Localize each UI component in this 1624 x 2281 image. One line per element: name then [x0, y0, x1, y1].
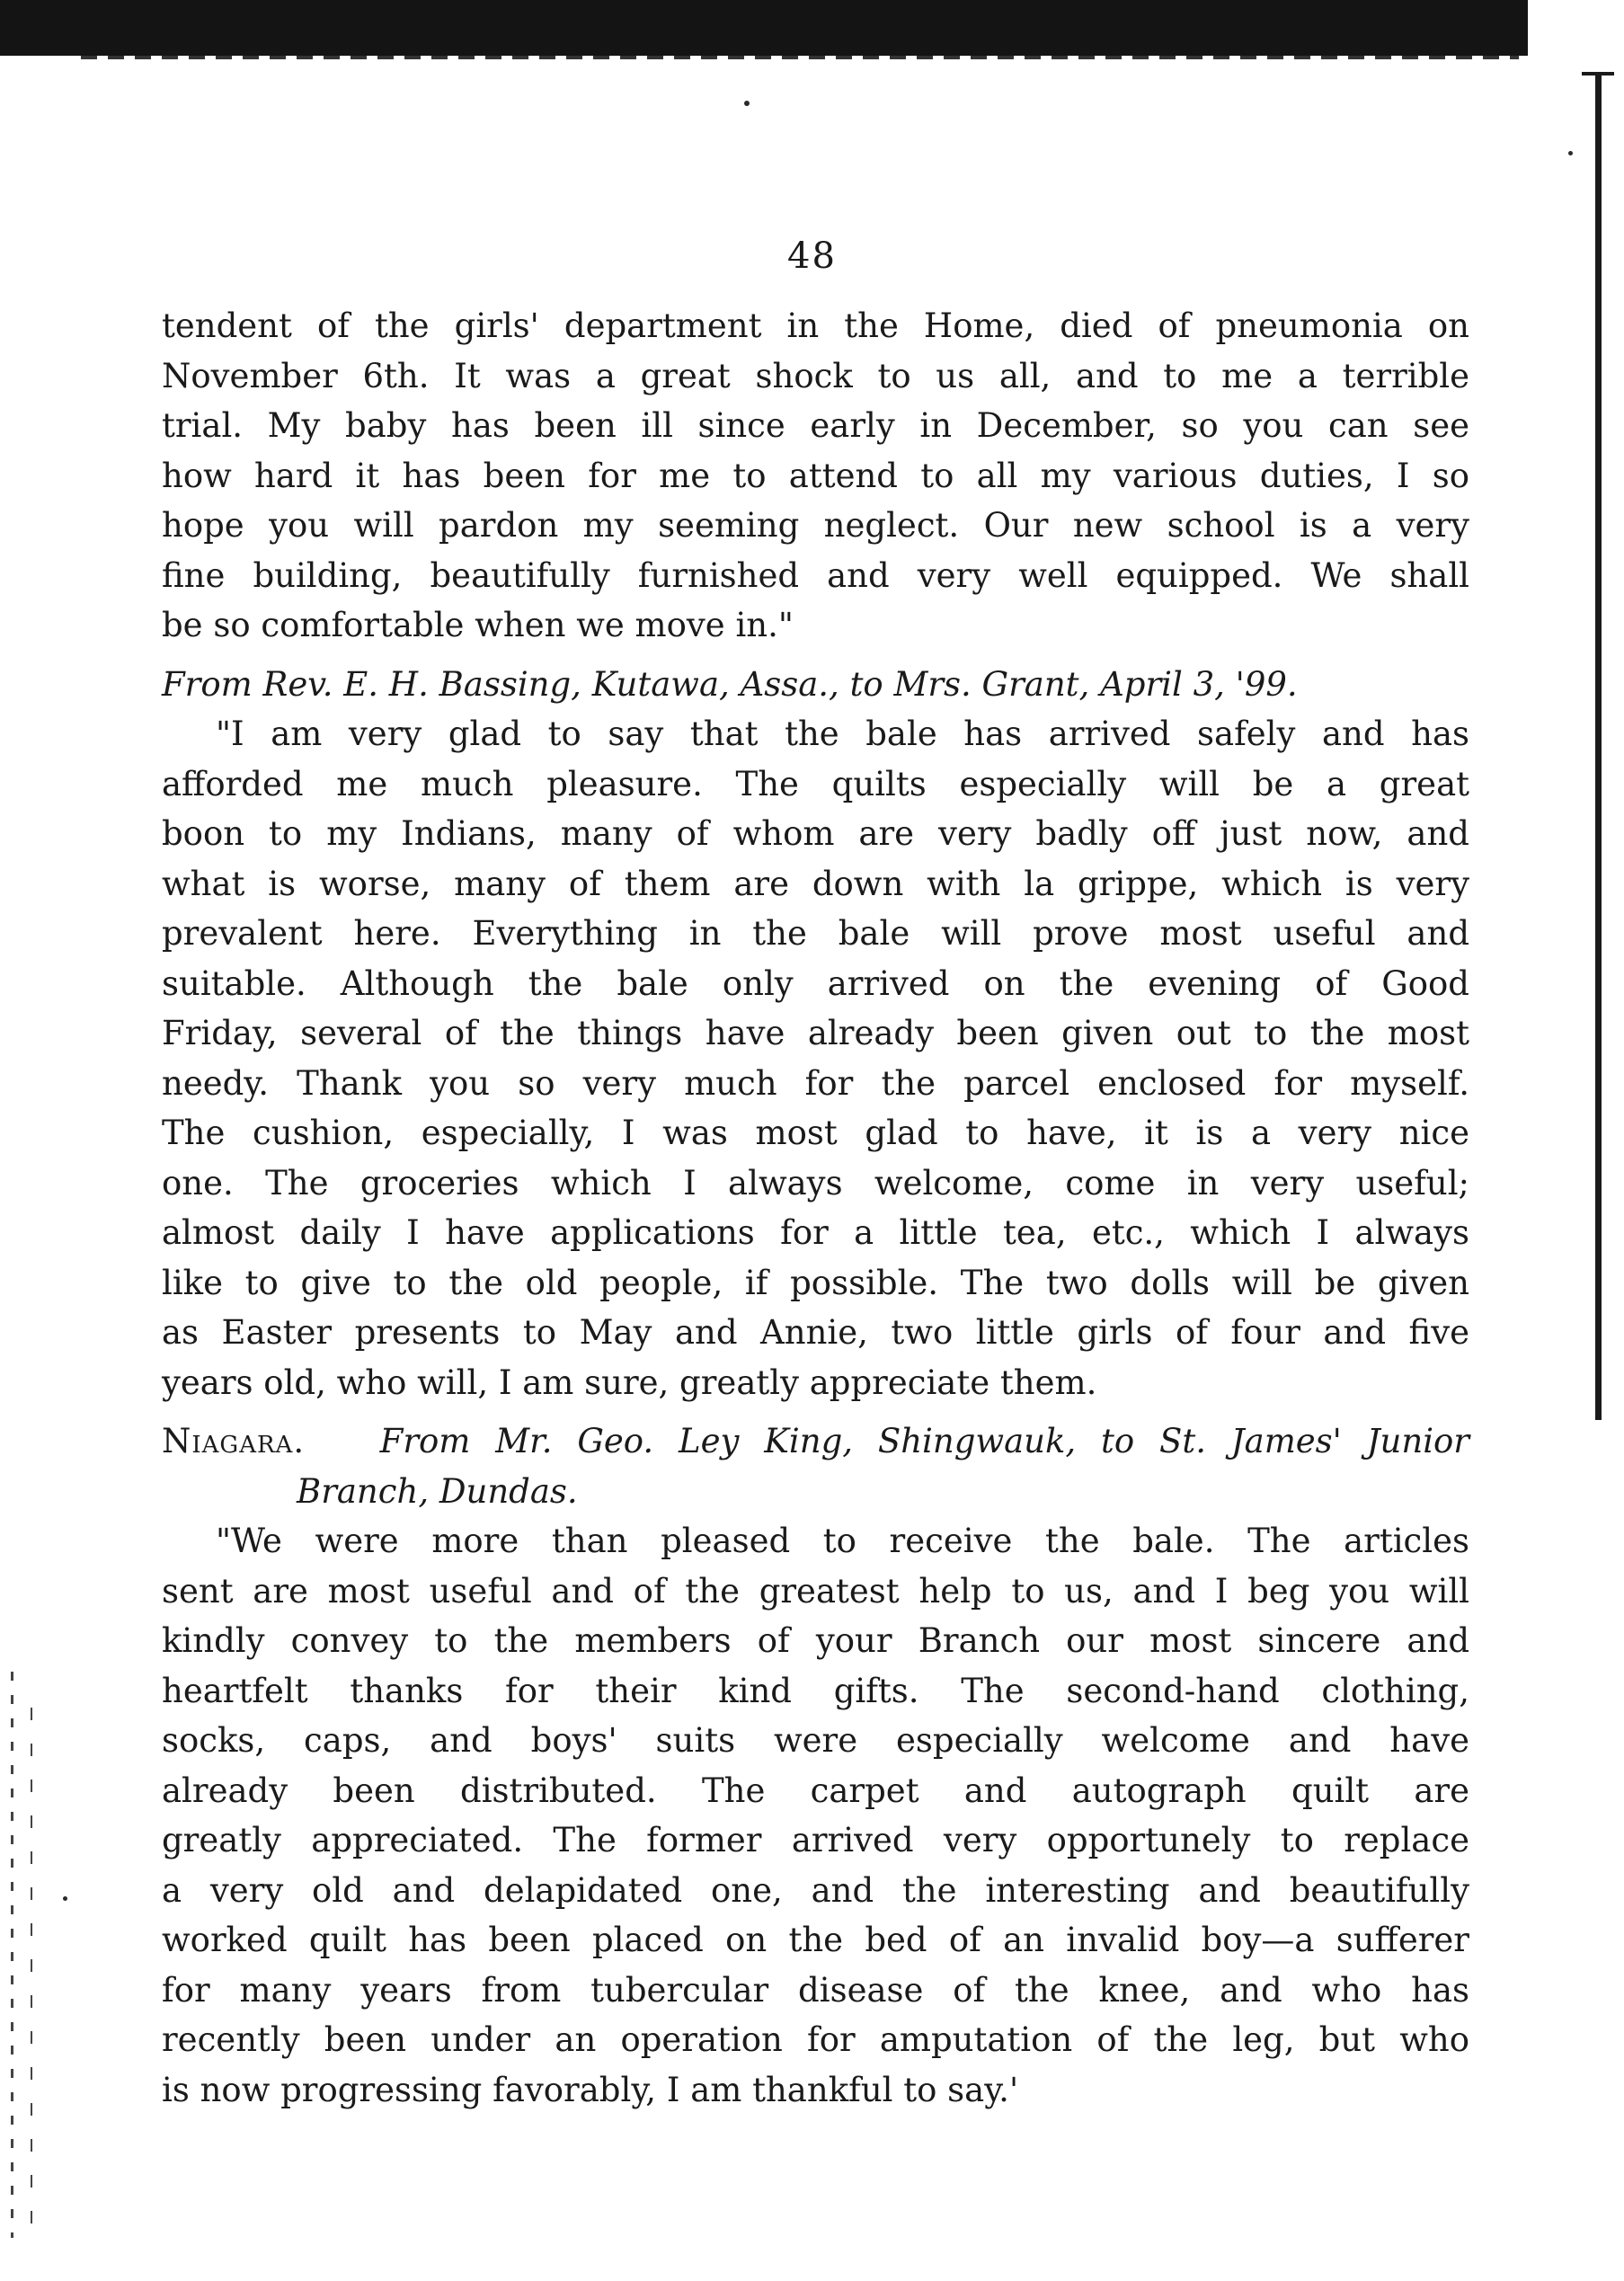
attribution-text: From Mr. Geo. Ley King, Shingwauk, to St. James' Junior — [379, 1422, 1469, 1460]
paragraph-continued — [162, 301, 1469, 651]
text-line: like to give to the old people, if possible. The two dolls will be given — [162, 1263, 1469, 1302]
text-line: a very old and delapidated one, and the interesting and beautifully — [162, 1870, 1469, 1910]
text-line: for many years from tubercular disease of the knee, and who has — [162, 1970, 1469, 2010]
text-line: prevalent here. Everything in the bale will prove most useful and — [162, 914, 1469, 953]
text-line: kindly convey to the members of your Branch our most sincere and — [162, 1621, 1469, 1660]
scan-speck — [1568, 151, 1573, 155]
scan-speck — [744, 101, 750, 106]
text-line: what is worse, many of them are down with la grippe, which is very — [162, 864, 1469, 903]
text-line: greatly appreciated. The former arrived very opportunely to replace — [162, 1821, 1469, 1859]
text-line: worked quilt has been placed on the bed of an invalid boy—a sufferer — [162, 1921, 1469, 1959]
text-line: already been distributed. The carpet and autograph quilt are — [162, 1771, 1469, 1810]
letter-king — [162, 1416, 1469, 2115]
text-line: heartfelt thanks for their kind gifts. The second-hand clothing, — [162, 1671, 1469, 1710]
diocese-name: Niagara. — [162, 1422, 306, 1460]
scan-top-border-edge — [81, 56, 1519, 59]
text-line: hope you will pardon my seeming neglect. Our new school is a very — [162, 506, 1469, 545]
letter-attribution-continued: Branch, Dundas. — [297, 1471, 578, 1511]
text-line: The cushion, especially, I was most glad to have, it is a very nice — [162, 1114, 1469, 1152]
page-number: 48 — [787, 235, 837, 277]
scan-left-margin-marks — [4, 1672, 49, 2238]
letter-attribution — [162, 1416, 1469, 1467]
text-line: how hard it has been for me to attend to all my various duties, I so — [162, 456, 1469, 495]
text-line: afforded me much pleasure. The quilts especially will be a great — [162, 764, 1469, 803]
text-line: "We were more than pleased to receive the bale. The articles — [216, 1522, 1469, 1560]
text-line: November 6th. It was a great shock to us all, and to me a terrible — [162, 356, 1469, 395]
text-line: fine building, beautifully furnished and very well equipped. We shall — [162, 555, 1469, 595]
text-line: "I am very glad to say that the bale has arrived safely and has — [216, 714, 1469, 753]
letter-bassing — [162, 660, 1469, 1408]
page-body — [162, 301, 1469, 2115]
text-line: recently been under an operation for amputation of the leg, but who — [162, 2020, 1469, 2059]
text-line: Friday, several of the things have already been given out to the most — [162, 1014, 1469, 1052]
text-line: one. The groceries which I always welcome, come in very useful; — [162, 1163, 1469, 1203]
text-line: tendent of the girls' department in the Home, died of pneumonia on — [162, 306, 1469, 345]
text-line: is now progressing favorably, I am thankful to say.' — [162, 2070, 1019, 2109]
spacer — [162, 651, 1469, 660]
text-line: as Easter presents to May and Annie, two little girls of four and five — [162, 1313, 1469, 1352]
text-line: boon to my Indians, many of whom are very badly off just now, and — [162, 814, 1469, 853]
text-line: trial. My baby has been ill since early in December, so you can see — [162, 406, 1469, 445]
text-line: years old, who will, I am sure, greatly appreciate them. — [162, 1362, 1097, 1402]
text-line: sent are most useful and of the greatest help to us, and I beg you will — [162, 1571, 1469, 1611]
text-line: be so comfortable when we move in." — [162, 606, 794, 644]
scan-top-border — [0, 0, 1528, 56]
text-line: almost daily I have applications for a little tea, etc., which I always — [162, 1213, 1469, 1252]
scan-speck — [63, 1896, 67, 1901]
letter-attribution: From Rev. E. H. Bassing, Kutawa, Assa., to Mrs. Grant, April 3, '99. — [162, 664, 1298, 704]
spacer — [162, 1407, 1469, 1416]
text-line: suitable. Although the bale only arrived on the evening of Good — [162, 963, 1469, 1003]
text-line: needy. Thank you so very much for the parcel enclosed for myself. — [162, 1063, 1469, 1103]
text-line: socks, caps, and boys' suits were especially welcome and have — [162, 1721, 1469, 1760]
